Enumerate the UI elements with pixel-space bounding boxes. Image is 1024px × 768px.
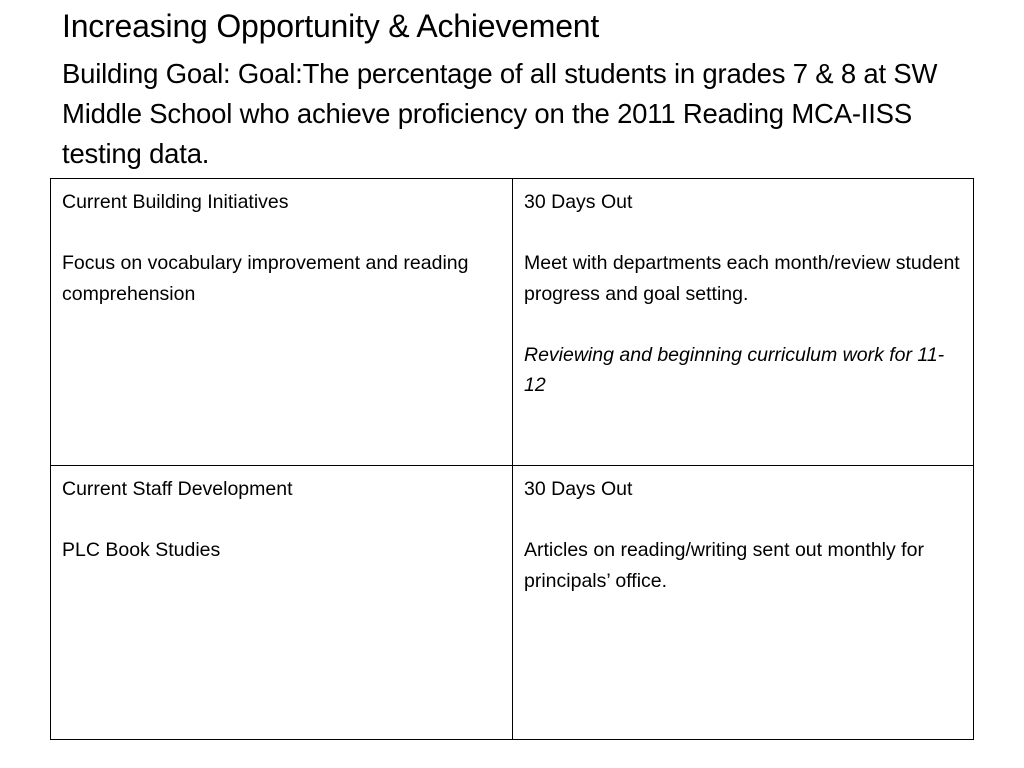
slide-title: Increasing Opportunity & Achievement: [62, 8, 600, 44]
table-row: [51, 179, 974, 466]
cell-heading: Current Staff Development: [62, 478, 293, 500]
slide-subtitle: Building Goal: Goal:The percentage of all students in grades 7 & 8 at SW Middle School who achieve proficiency on the 2011 Reading MCA-IISS testing data.: [62, 58, 938, 169]
cell-heading: 30 Days Out: [524, 478, 633, 500]
cell-30-days-out-initiatives: [513, 179, 974, 466]
cell-staff-development: [51, 466, 513, 740]
cell-body: Articles on reading/writing sent out monthly for principals’ office.: [524, 539, 924, 592]
plan-table: [50, 178, 974, 740]
cell-note: Reviewing and beginning curriculum work for 11-12: [524, 343, 945, 396]
cell-heading: 30 Days Out: [524, 191, 633, 213]
cell-heading: Current Building Initiatives: [62, 191, 289, 213]
cell-body: Focus on vocabulary improvement and reading comprehension: [62, 252, 469, 305]
cell-body: PLC Book Studies: [62, 539, 221, 561]
table-row: [51, 466, 974, 740]
cell-building-initiatives: [51, 179, 513, 466]
cell-body: Meet with departments each month/review student progress and goal setting.: [524, 252, 960, 305]
cell-30-days-out-staff: [513, 466, 974, 740]
